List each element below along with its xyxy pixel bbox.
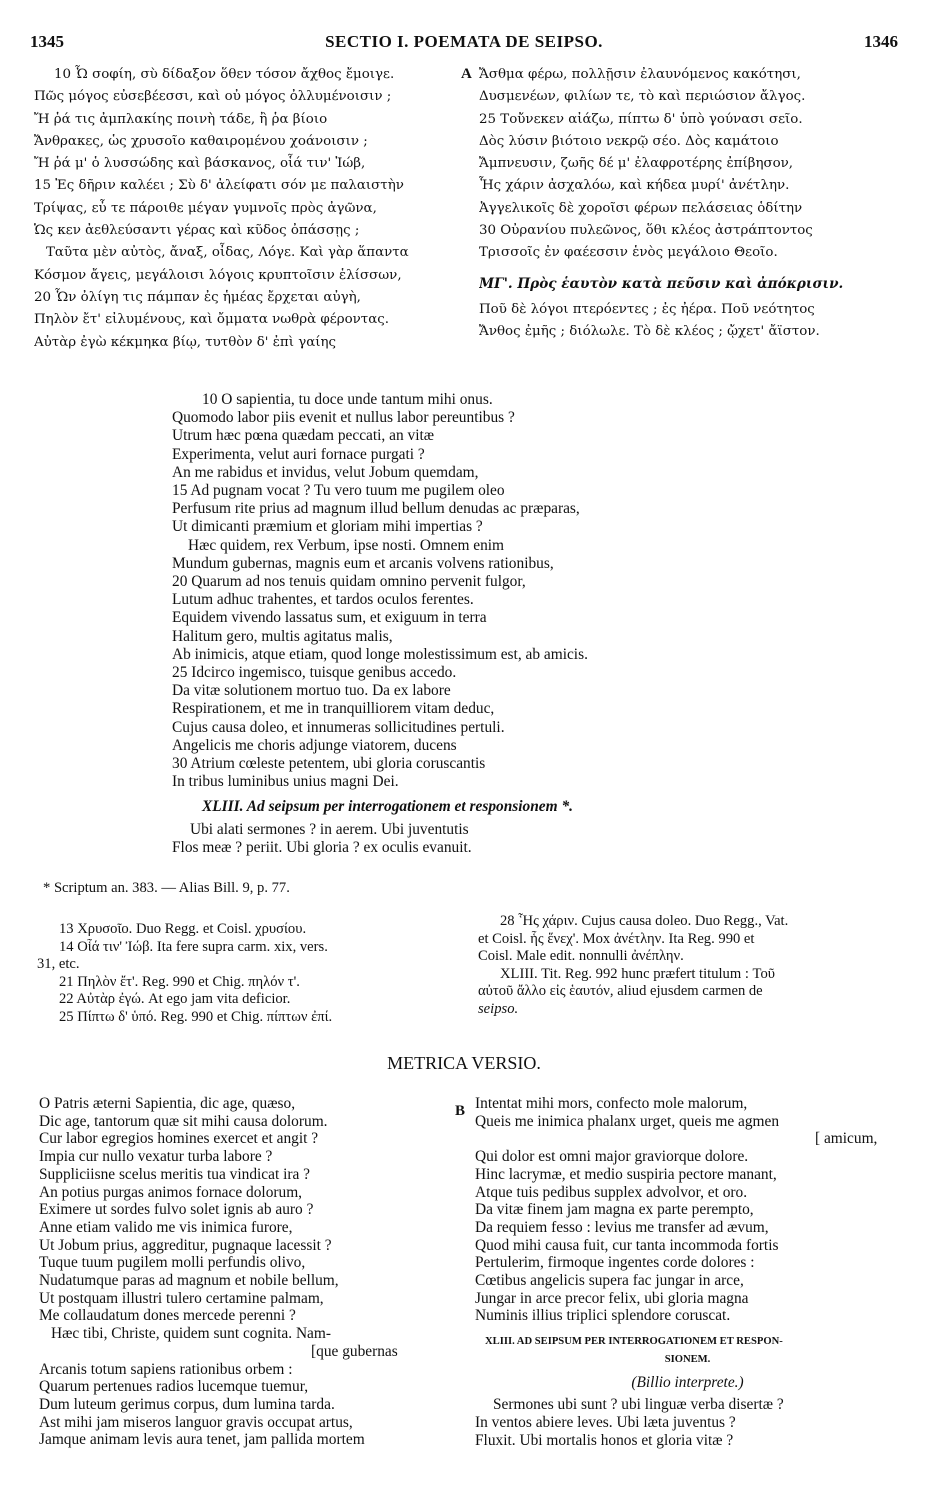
note-line: seipso. <box>478 1000 519 1017</box>
verse-line: Fluxit. Ubi mortalis honos et gloria vitæ ? <box>475 1431 734 1449</box>
verse-line: Cœtibus angelicis supera fac jungar in arce, <box>475 1272 744 1290</box>
verse-line: 15 Ad pugnam vocat ? Tu vero tuum me pugilem oleo <box>172 482 505 500</box>
verse-line: Numinis illius triplici splendore coruscat. <box>475 1307 731 1325</box>
verse-line: Jamque animam levis aura tenet, jam pallida mortem <box>39 1431 365 1449</box>
metrica-right-column <box>475 1095 900 1449</box>
poem-heading: XLIII. Ad seipsum per interrogationem et responsionem *. <box>202 798 573 816</box>
note-line: XLIII. Tit. Reg. 992 hunc præfert titulum : Τοῦ <box>500 965 775 982</box>
interpreter-note: (Billio interprete.) <box>631 1373 744 1391</box>
note-line: 22 Αὐτὰρ ἐγώ. At ego jam vita deficior. <box>59 991 291 1008</box>
page-number-right: 1346 <box>864 32 898 51</box>
verse-line: Tuque tuum pugilem molli perfundis olivo, <box>39 1254 306 1272</box>
verse-line: 20 Quarum ad nos tenuis quidam omnino pervenit fulgor, <box>172 573 526 591</box>
verse-line: Δὸς λύσιν βιότοιο νεκρῷ σέο. Δὸς καμάτοιο <box>479 133 779 149</box>
note-line: αὐτοῦ ἄλλο εἰς ἑαυτόν, aliud ejusdem carmen de <box>478 983 763 1000</box>
verse-line: Dic age, tantorum quæ sit mihi causa dolorum. <box>39 1112 328 1130</box>
verse-line: Τρίψας, εὖ τε πάροιθε μέγαν γυμνοῖς πρὸς ἀγῶνα, <box>34 200 377 216</box>
verse-line: Anne etiam valido me vis inimica furore, <box>39 1218 293 1236</box>
verse-line: Cur labor egregios homines exercet et angit ? <box>39 1130 319 1148</box>
verse-line: Ὡς κεν ἀεθλεύσαντι γέρας καὶ κῦδος ὀπάσσῃς ; <box>34 223 360 239</box>
verse-line: Equidem vivendo lassatus sum, et exiguum in terra <box>172 609 487 627</box>
verse-line: Sermones ubi sunt ? ubi linguæ verba disertæ ? <box>493 1396 784 1414</box>
verse-line: 10 Ὦ σοφίη, σὺ δίδαξον ὅθεν τόσον ἄχθος ἔμοιγε. <box>54 67 395 82</box>
verse-line: Ast mihi jam miseros languor gravis occupat artus, <box>39 1413 353 1431</box>
verse-line: Jungar in arce precor felix, ubi gloria magna <box>475 1289 749 1307</box>
running-title: SECTIO I. POEMATA DE SEIPSO. <box>325 32 603 51</box>
verse-line: Ἀγγελικοῖς δὲ χοροῖσι φέρων πελάσειας ὁδίτην <box>479 200 803 216</box>
note-line: 28 Ἧς χάριν. Cujus causa doleo. Duo Regg., Vat. <box>500 913 789 929</box>
note-line: 14 Οἷά τιν' Ἰώβ. Ita fere supra carm. xix, vers. <box>59 938 328 955</box>
note-line: 21 Πηλὸν ἔτ'. Reg. 990 et Chig. πηλόν τ'. <box>59 973 300 990</box>
verse-line: Lutum adhuc trahentes, et tardos oculos ferentes. <box>172 591 474 609</box>
verse-line: Da requiem fesso : levius me transfer ad ævum, <box>475 1218 769 1236</box>
footnote-star <box>43 880 643 898</box>
verse-line-continuation: [que gubernas <box>311 1342 398 1360</box>
metrica-left-column <box>39 1095 459 1449</box>
verse-line: Experimenta, velut auri fornace purgati ? <box>172 445 425 463</box>
verse-line: Ἤ ῥά μ' ὁ λυσσώδης καὶ βάσκανος, οἷά τιν' Ἰώβ, <box>34 156 366 172</box>
greek-right-column <box>479 64 904 344</box>
verse-line: Quod mihi causa fuit, cur tanta incommoda fortis <box>475 1236 779 1254</box>
verse-line: Mundum gubernas, magnis eum et arcanis volvens rationibus, <box>172 554 554 572</box>
verse-line: Hinc lacrymæ, et medio suspiria pectore manant, <box>475 1165 777 1183</box>
poem-heading: XLIII. AD SEIPSUM PER INTERROGATIONEM ET RESPON- <box>485 1336 783 1348</box>
verse-line: Da vitæ finem jam magna ex parte perempto, <box>475 1201 754 1219</box>
note-line: et Coisl. ἧς ἕνεχ'. Mox ἀνέτλην. Ita Reg. 990 et <box>478 930 755 947</box>
verse-line: 15 Ἐς δῆριν καλέει ; Σὺ δ' ἀλείφατι σόν με παλαιστὴν <box>34 178 404 194</box>
note-line: Coisl. Male edit. nonnulli ἀνέπλην. <box>478 948 684 965</box>
verse-line: Flos meæ ? periit. Ubi gloria ? ex oculis evanuit. <box>172 838 472 856</box>
verse-line: An potius purgas animos fornace dolorum, <box>39 1183 303 1201</box>
verse-line: In tribus luminibus unius magni Dei. <box>172 773 399 791</box>
verse-line: Arcanis totum sapiens rationibus orbem : <box>39 1360 293 1378</box>
verse-line: Κόσμον ἄγεις, μεγάλοισι λόγοις κρυπτοῖσιν ἑλίσσων, <box>34 267 402 283</box>
verse-line: Impia cur nullo vexatur turba labore ? <box>39 1148 273 1166</box>
verse-line: Ut postquam illustri tulero certamine palmam, <box>39 1289 324 1307</box>
verse-line: Ἧς χάριν ἀσχαλόω, καὶ κήδεα μυρί' ἀνέτλην. <box>479 178 790 194</box>
latin-translation <box>172 391 892 857</box>
verse-line: 30 Οὐρανίου πυλεῶνος, ὅθι κλέος ἀστράπτοντος <box>479 223 813 239</box>
verse-line: Αὐτὰρ ἐγὼ κέκμηκα βίῳ, τυτθὸν δ' ἐπὶ γαίης <box>34 334 337 350</box>
verse-line: Quarum pertenues radios lucemque tuemur, <box>39 1378 309 1396</box>
verse-line: Respirationem, et me in tranquilliorem vitam deduc, <box>172 700 495 718</box>
verse-line: Nudatumque paras ad magnum et nobile bellum, <box>39 1272 339 1290</box>
poem-heading: ΜΓ'. Πρὸς ἑαυτὸν κατὰ πεῦσιν καὶ ἀπόκρισιν. <box>479 275 844 292</box>
note-line: 13 Χρυσοῖο. Duo Regg. et Coisl. χρυσίου. <box>59 921 307 937</box>
verse-line: Ἄνθρακες, ὡς χρυσοῖο καθαιρομένου χοάνοισιν ; <box>34 133 368 149</box>
notes-right-column <box>478 913 898 1019</box>
metrica-title: METRICA VERSIO. <box>387 1053 541 1073</box>
verse-line: Cujus causa doleo, et innumeras sollicitudines pertuli. <box>172 718 505 736</box>
verse-line: Ἤ ῥά τις ἀμπλακίης ποινὴ τάδε, ἢ ῥα βίοιο <box>34 111 328 127</box>
poem-heading-continuation: SIONEM. <box>664 1353 711 1365</box>
verse-line: Me collaudatum dones mercede perenni ? <box>39 1307 296 1325</box>
verse-line: Πῶς μόγος εὐσεβέεσσι, καὶ οὐ μόγος ὀλλυμένοισιν ; <box>34 89 392 105</box>
verse-line-continuation: [ amicum, <box>815 1130 878 1148</box>
verse-line: Ἄμπνευσιν, ζωῆς δέ μ' ἐλαφροτέρης ἐπίβησον, <box>479 156 794 172</box>
verse-line: 10 O sapientia, tu doce unde tantum mihi onus. <box>202 391 493 408</box>
verse-line: Atque tuis pedibus supplex advolvor, et oro. <box>475 1183 748 1201</box>
verse-line: 30 Atrium cœleste petentem, ubi gloria coruscantis <box>172 755 486 773</box>
verse-line: Pertulerim, firmoque ingentes corde dolores : <box>475 1254 755 1272</box>
verse-line: 25 Idcirco ingemisco, tuisque genibus accedo. <box>172 664 457 682</box>
section-title <box>0 1053 928 1074</box>
verse-line: Da vitæ solutionem mortuo tuo. Da ex labore <box>172 682 451 700</box>
verse-line: Perfusum rite prius ad magnum illud bellum denudas ac præparas, <box>172 500 580 518</box>
verse-line: Ταῦτα μὲν αὐτὸς, ἄναξ, οἶδας, Λόγε. Καὶ γὰρ ἅπαντα <box>46 245 409 261</box>
margin-marker-a: A <box>461 66 472 82</box>
verse-line: Δυσμενέων, φιλίων τε, τὸ καὶ περιώσιον ἄλγος. <box>479 89 806 105</box>
verse-line: Πηλὸν ἔτ' εἰλυμένους, καὶ ὄμματα νωθρὰ φέροντας. <box>34 312 390 328</box>
verse-line: Hæc quidem, rex Verbum, ipse nosti. Omnem enim <box>188 536 505 554</box>
verse-line: Dum luteum gerimus corpus, dum lumina tarda. <box>39 1395 335 1413</box>
greek-left-column <box>34 64 470 354</box>
verse-line: Ab inimicis, atque etiam, quod longe molestissimum est, ab amicis. <box>172 645 588 663</box>
verse-line: Ποῦ δὲ λόγοι πτερόεντες ; ἐς ἠέρα. Ποῦ νεότητος <box>479 301 815 317</box>
verse-line: Ut Jobum prius, aggreditur, pugnaque lacessit ? <box>39 1236 332 1254</box>
verse-line: Intentat mihi mors, confecto mole malorum, <box>475 1095 748 1112</box>
verse-line: Ut dimicanti præmium et gloriam mihi impertias ? <box>172 518 483 536</box>
page-number-left: 1345 <box>30 32 64 51</box>
page-header <box>30 32 898 54</box>
verse-line: Quomodo labor piis evenit et nullus labor pereuntibus ? <box>172 409 515 427</box>
note-line: 31, etc. <box>37 956 80 973</box>
verse-line: Utrum hæc pœna quædam peccati, an vitæ <box>172 427 435 445</box>
verse-line: Queis me inimica phalanx urget, queis me agmen <box>475 1112 780 1130</box>
verse-line: Suppliciisne scelus meritis tua vindicat ira ? <box>39 1165 310 1183</box>
verse-line: Qui dolor est omni major graviorque dolore. <box>475 1148 749 1166</box>
verse-line: Halitum gero, multis agitatus malis, <box>172 627 393 645</box>
verse-line: Hæc tibi, Christe, quidem sunt cognita. Nam- <box>51 1325 331 1343</box>
verse-line: In ventos abiere leves. Ubi læta juventus ? <box>475 1413 736 1431</box>
verse-line: Τρισσοῖς ἐν φαέεσσιν ἑνὸς μεγάλοιο Θεοῖο. <box>479 245 778 261</box>
note-line: 25 Πίπτω δ' ὑπό. Reg. 990 et Chig. πίπτων ἐπί. <box>59 1008 333 1025</box>
notes-left-column <box>37 921 465 1027</box>
verse-line: Ἄνθος ἐμῆς ; διόλωλε. Τὸ δὲ κλέος ; ᾤχετ' ἄϊστον. <box>479 324 820 340</box>
verse-line: 25 Τοὔνεκεν αἰάζω, πίπτω δ' ὑπὸ γούνασι σεῖο. <box>479 111 803 127</box>
margin-marker-b: B <box>455 1103 466 1119</box>
verse-line: O Patris æterni Sapientia, dic age, quæso, <box>39 1095 296 1112</box>
verse-line: Angelicis me choris adjunge viatorem, ducens <box>172 736 457 754</box>
verse-line: An me rabidus et invidus, velut Jobum quemdam, <box>172 463 479 481</box>
footnote-text: * Scriptum an. 383. — Alias Bill. 9, p. 77. <box>43 880 290 896</box>
verse-line: Eximere ut sordes fulvo solet ignis ab auro ? <box>39 1201 314 1219</box>
verse-line: 20 Ὧν ὀλίγη τις πάμπαν ἐς ἡμέας ἔρχεται αὐγὴ, <box>34 289 361 305</box>
verse-line: Ubi alati sermones ? in aerem. Ubi juventutis <box>190 820 469 838</box>
verse-line: Ἄσθμα φέρω, πολλῇσιν ἐλαυνόμενος κακότησι, <box>479 67 801 82</box>
